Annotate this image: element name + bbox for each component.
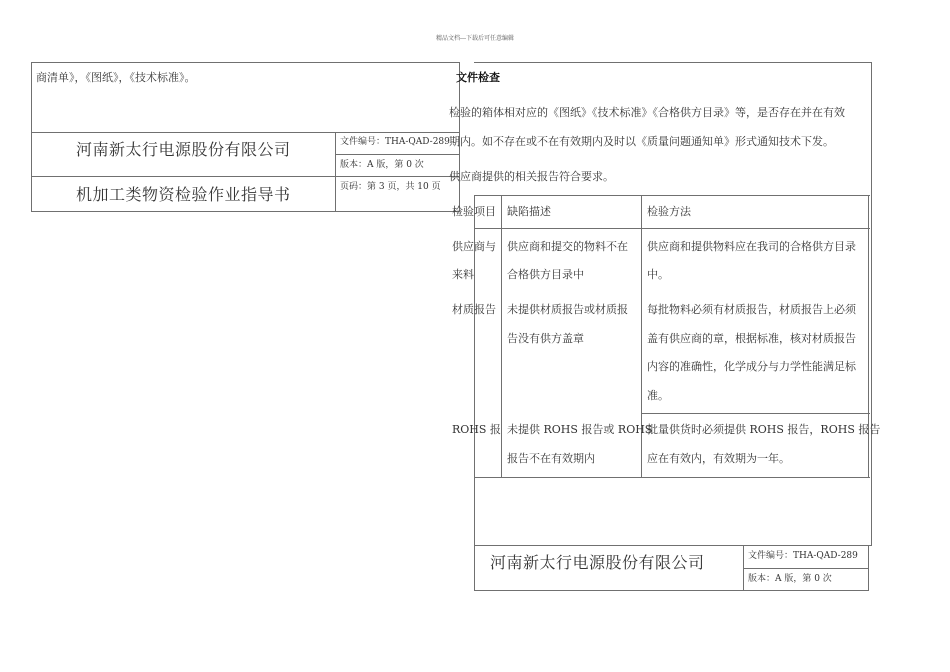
row-method-line: 盖有供应商的章，根据标准，核对材质报告 xyxy=(647,332,856,345)
row-item-line: 来料 xyxy=(452,268,474,281)
row-defect-line: 未提供材质报告或材质报 xyxy=(507,303,628,316)
paragraph-line-2: 期内。如不存在或不在有效期内及时以《质量问题通知单》形式通知技术下发。 xyxy=(449,135,834,148)
paragraph-line-1: 检验的箱体相对应的《图纸》《技术标准》《合格供方目录》等，是否存在并在有效 xyxy=(449,106,845,119)
row-defect-line: 合格供方目录中 xyxy=(507,268,584,281)
row-method-line: 供应商和提供物料应在我司的合格供方目录 xyxy=(647,240,856,253)
header-item: 检验项目 xyxy=(452,205,496,218)
doc-title: 机加工类物资检验作业指导书 xyxy=(76,185,291,204)
row-item-line: 材质报告 xyxy=(452,303,496,316)
section-title: 文件检查 xyxy=(456,71,500,84)
row-method-line: 应在有效内，有效期为一年。 xyxy=(647,452,790,465)
footer-company-name: 河南新太行电源股份有限公司 xyxy=(490,553,705,572)
row-defect-line: 告没有供方盖章 xyxy=(507,332,584,345)
intro-text: 商清单》，《图纸》，《技术标准》。 xyxy=(36,71,196,84)
row-item-line: ROHS 报 xyxy=(452,423,501,436)
row-defect-line: 报告不在有效期内 xyxy=(507,452,595,465)
header-defect: 缺陷描述 xyxy=(507,205,551,218)
row-method-line: 准。 xyxy=(647,389,669,402)
row-method-line: 内容的准确性，化学成分与力学性能满足标 xyxy=(647,360,856,373)
header-note: 精品文档---下载后可任意编辑 xyxy=(435,35,515,42)
page-number: 页码：第 3 页，共 10 页 xyxy=(340,182,441,192)
row-method-line: 每批物料必须有材质报告，材质报告上必须 xyxy=(647,303,856,316)
footer-version: 版本：A 版，第 0 次 xyxy=(748,574,832,584)
row-item-line: 供应商与 xyxy=(452,240,496,253)
paragraph-2: 供应商提供的相关报告符合要求。 xyxy=(449,170,614,183)
row-defect-line: 未提供 ROHS 报告或 ROHS xyxy=(507,423,653,436)
row-defect-line: 供应商和提交的物料不在 xyxy=(507,240,628,253)
doc-number: 文件编号：THA-QAD-289 xyxy=(340,137,450,147)
row-method-line: 中。 xyxy=(647,268,669,281)
company-name: 河南新太行电源股份有限公司 xyxy=(76,140,291,159)
row-method-line: 批量供货时必须提供 ROHS 报告，ROHS 报告 xyxy=(647,423,881,436)
header-method: 检验方法 xyxy=(647,205,691,218)
doc-version: 版本：A 版，第 0 次 xyxy=(340,160,424,170)
footer-doc-number: 文件编号：THA-QAD-289 xyxy=(748,551,858,561)
